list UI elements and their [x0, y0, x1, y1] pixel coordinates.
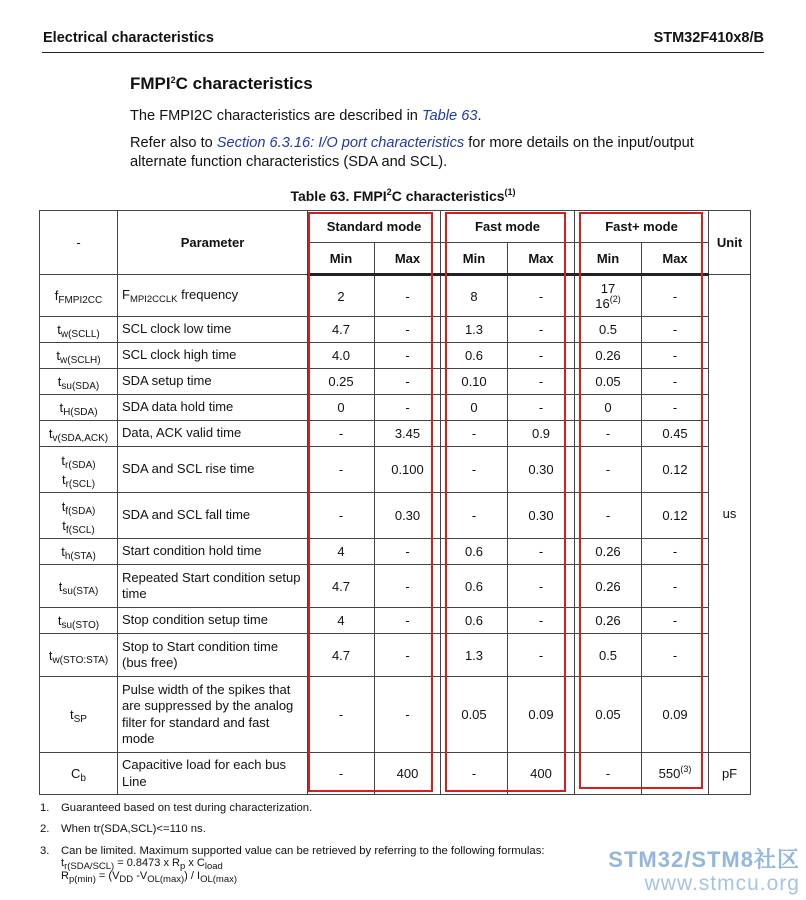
- value-cell: 0.25: [308, 369, 375, 395]
- value-cell: 550$^{(3)}$: [642, 753, 709, 795]
- value-cell: -: [642, 275, 709, 317]
- value-cell: 0.6: [441, 343, 508, 369]
- value-cell: 0.09: [642, 677, 709, 753]
- value-cell: -: [375, 317, 441, 343]
- value-cell: 0.26: [575, 565, 642, 608]
- value-cell: -: [642, 395, 709, 421]
- value-cell: -: [508, 608, 575, 634]
- value-cell: 0.12: [642, 447, 709, 493]
- watermark-url: www.stmcu.org: [644, 872, 800, 895]
- value-cell: 3.45: [375, 421, 441, 447]
- fast-mode-header: Fast mode: [441, 211, 575, 243]
- max-header: Max: [375, 243, 441, 275]
- value-cell: -: [375, 634, 441, 677]
- value-cell: -: [642, 317, 709, 343]
- value-cell: 0.05: [575, 369, 642, 395]
- symbol-cell: $C_b$: [40, 753, 118, 795]
- value-cell: 0.09: [508, 677, 575, 753]
- value-cell: -: [375, 369, 441, 395]
- symbol-cell: $t_{f(SDA)}$ $t_{f(SCL)}$: [40, 493, 118, 539]
- parameter-cell: SCL clock high time: [118, 343, 308, 369]
- header-section-title: Electrical characteristics: [43, 30, 214, 46]
- value-cell: -: [642, 369, 709, 395]
- symbol-cell: $t_{r(SDA)}$ $t_{r(SCL)}$: [40, 447, 118, 493]
- parameter-cell: Repeated Start condition setup time: [118, 565, 308, 608]
- value-cell: 0: [308, 395, 375, 421]
- parameter-cell: SDA setup time: [118, 369, 308, 395]
- value-cell: -: [441, 493, 508, 539]
- value-cell: 4.7: [308, 565, 375, 608]
- symbol-cell: $t_{su(SDA)}$: [40, 369, 118, 395]
- intro-paragraph: The FMPI2C characteristics are described in Table 63.: [130, 108, 482, 124]
- parameter-cell: SCL clock low time: [118, 317, 308, 343]
- symbol-cell: $t_{h(STA)}$: [40, 539, 118, 565]
- unit-pf-cell: pF: [709, 753, 751, 795]
- fastplus-mode-highlight: [579, 212, 703, 789]
- value-cell: -: [375, 539, 441, 565]
- value-cell: 4.0: [308, 343, 375, 369]
- unit-header: Unit: [709, 211, 751, 275]
- value-cell: -: [375, 395, 441, 421]
- symbol-cell: $t_{w(SCLL)}$: [40, 317, 118, 343]
- value-cell: -: [441, 421, 508, 447]
- value-cell: -: [441, 753, 508, 795]
- standard-mode-highlight: [308, 212, 433, 792]
- value-cell: -: [375, 343, 441, 369]
- watermark-community-name: STM32/STM8社区: [608, 847, 800, 872]
- header-device-name: STM32F410x8/B: [653, 30, 764, 46]
- value-cell: 0.30: [375, 493, 441, 539]
- value-cell: -: [375, 608, 441, 634]
- symbol-cell: $t_{H(SDA)}$: [40, 395, 118, 421]
- value-cell: 4.7: [308, 317, 375, 343]
- value-cell: -: [308, 753, 375, 795]
- value-cell: 1.3: [441, 317, 508, 343]
- value-cell: -: [508, 317, 575, 343]
- value-cell: -: [375, 565, 441, 608]
- value-cell: -: [308, 677, 375, 753]
- unit-us-cell: us: [709, 275, 751, 753]
- symbol-cell: $t_{w(SCLH)}$: [40, 343, 118, 369]
- value-cell: -: [642, 608, 709, 634]
- value-cell: -: [508, 565, 575, 608]
- value-cell: -: [375, 677, 441, 753]
- value-cell: 0: [575, 395, 642, 421]
- value-cell: 0.6: [441, 539, 508, 565]
- min-header: Min: [575, 243, 642, 275]
- watermark: [608, 843, 800, 896]
- value-cell: -: [375, 275, 441, 317]
- value-cell: 0.6: [441, 608, 508, 634]
- standard-mode-header: Standard mode: [308, 211, 441, 243]
- value-cell: -: [441, 447, 508, 493]
- symbol-header: -: [40, 211, 118, 275]
- min-header: Min: [308, 243, 375, 275]
- parameter-cell: Pulse width of the spikes that are suppressed by the analog filter for standard and fast mode: [118, 677, 308, 753]
- value-cell: 0: [441, 395, 508, 421]
- section-title: FMPI$^2$C characteristics: [130, 74, 313, 93]
- value-cell: 0.26: [575, 608, 642, 634]
- value-cell: 0.05: [441, 677, 508, 753]
- value-cell: 0.05: [575, 677, 642, 753]
- value-cell: 0.12: [642, 493, 709, 539]
- value-cell: -: [508, 395, 575, 421]
- parameter-cell: Start condition hold time: [118, 539, 308, 565]
- value-cell: 400: [508, 753, 575, 795]
- parameter-header: Parameter: [118, 211, 308, 275]
- value-cell: 8: [441, 275, 508, 317]
- value-cell: 0.45: [642, 421, 709, 447]
- value-cell: -: [308, 493, 375, 539]
- value-cell: 0.5: [575, 634, 642, 677]
- fastplus-mode-header: Fast+ mode: [575, 211, 709, 243]
- value-cell: -: [508, 343, 575, 369]
- value-cell: -: [642, 539, 709, 565]
- parameter-cell: SDA and SCL fall time: [118, 493, 308, 539]
- value-cell: 4.7: [308, 634, 375, 677]
- value-cell: -: [308, 447, 375, 493]
- value-cell: 0.30: [508, 447, 575, 493]
- symbol-cell: $t_{su(STA)}$: [40, 565, 118, 608]
- parameter-cell: Capacitive load for each bus Line: [118, 753, 308, 795]
- value-cell: 0.6: [441, 565, 508, 608]
- symbol-cell: $t_{su(STO)}$: [40, 608, 118, 634]
- value-cell: -: [508, 275, 575, 317]
- parameter-cell: Data, ACK valid time: [118, 421, 308, 447]
- parameter-cell: SDA data hold time: [118, 395, 308, 421]
- value-cell: -: [575, 493, 642, 539]
- value-cell: -: [308, 421, 375, 447]
- table-63-link[interactable]: Table 63: [421, 108, 478, 124]
- value-cell: 0.30: [508, 493, 575, 539]
- value-cell: -: [508, 539, 575, 565]
- parameter-cell: Stop to Start condition time (bus free): [118, 634, 308, 677]
- value-cell: 0.100: [375, 447, 441, 493]
- min-header: Min: [441, 243, 508, 275]
- reference-paragraph: Refer also to Section 6.3.16: I/O port characteristics for more details on the input/output alternate function characteristics (SDA and SCL).: [130, 135, 694, 170]
- fast-mode-highlight: [445, 212, 566, 792]
- value-cell: -: [642, 634, 709, 677]
- symbol-cell: $t_{SP}$: [40, 677, 118, 753]
- max-header: Max: [508, 243, 575, 275]
- value-cell: -: [508, 369, 575, 395]
- symbol-cell: $t_{v(SDA,ACK)}$: [40, 421, 118, 447]
- value-cell: -: [575, 447, 642, 493]
- value-cell: 0.26: [575, 343, 642, 369]
- value-cell: 400: [375, 753, 441, 795]
- value-cell: 0.26: [575, 539, 642, 565]
- symbol-cell: $t_{w(STO:STA)}$: [40, 634, 118, 677]
- value-cell: -: [508, 634, 575, 677]
- table-caption: Table 63. FMPI$^2$C characteristics$^{(1)}$: [290, 187, 516, 204]
- max-header: Max: [642, 243, 709, 275]
- value-cell: 4: [308, 539, 375, 565]
- value-cell: -: [642, 343, 709, 369]
- parameter-cell: Stop condition setup time: [118, 608, 308, 634]
- value-cell: 2: [308, 275, 375, 317]
- value-cell: -: [642, 565, 709, 608]
- symbol-cell: $f_{FMPI2CC}$: [40, 275, 118, 317]
- parameter-cell: $F_{MPI2CCLK}$ frequency: [118, 275, 308, 317]
- value-cell: 0.5: [575, 317, 642, 343]
- value-cell: 4: [308, 608, 375, 634]
- value-cell: 0.10: [441, 369, 508, 395]
- section-6-3-16-link[interactable]: Section 6.3.16: I/O port characteristics: [216, 135, 465, 151]
- value-cell: 17 16$^{(2)}$: [575, 275, 642, 317]
- value-cell: 0.9: [508, 421, 575, 447]
- value-cell: -: [575, 421, 642, 447]
- value-cell: -: [575, 753, 642, 795]
- value-cell: 1.3: [441, 634, 508, 677]
- page-header: [42, 28, 764, 53]
- parameter-cell: SDA and SCL rise time: [118, 447, 308, 493]
